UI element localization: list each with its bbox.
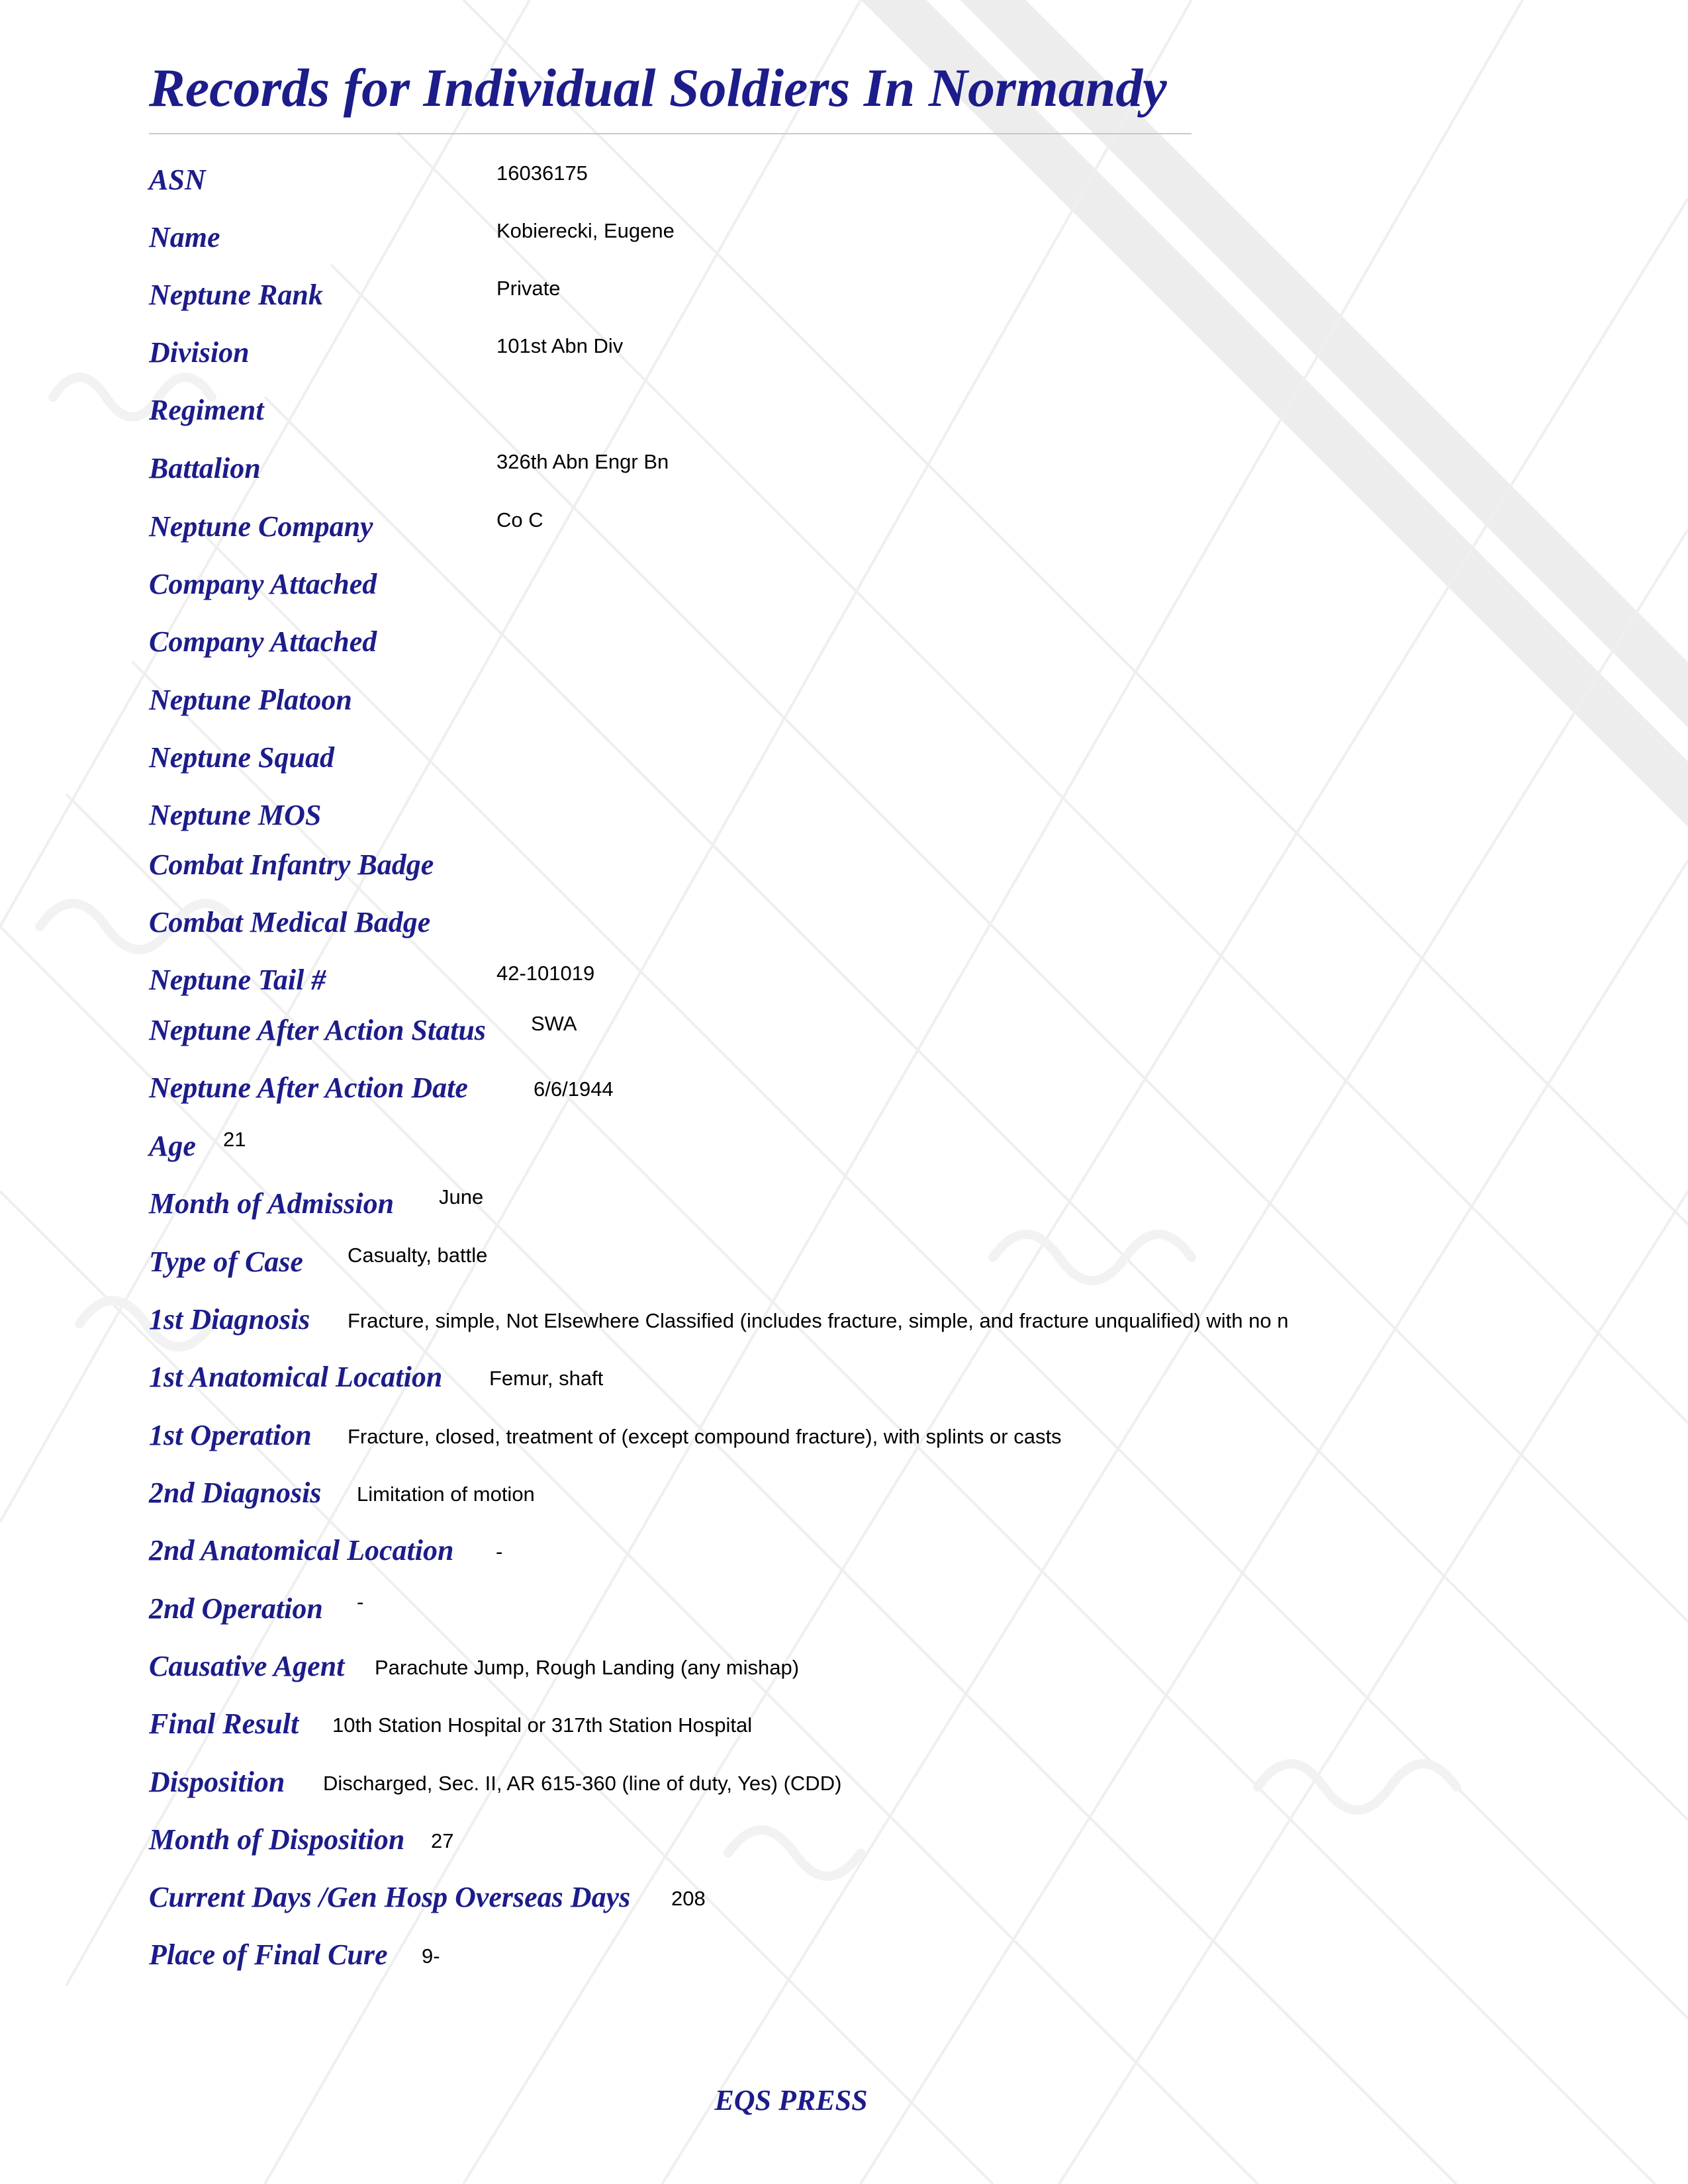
name-value: Kobierecki, Eugene: [496, 219, 675, 242]
page-title: Records for Individual Soldiers In Normandy: [149, 58, 1167, 118]
place-of-final-cure-label: Place of Final Cure: [149, 1938, 388, 1971]
second-operation-value: -: [357, 1590, 364, 1614]
type-of-case-value: Casualty, battle: [348, 1244, 488, 1267]
age-value: 21: [223, 1128, 246, 1151]
battalion-label: Battalion: [149, 452, 261, 484]
age-label: Age: [149, 1130, 196, 1162]
disposition-label: Disposition: [149, 1766, 285, 1798]
neptune-squad-label: Neptune Squad: [149, 741, 334, 774]
company-attached-label: Company Attached: [149, 568, 377, 600]
month-of-admission-value: June: [439, 1185, 484, 1208]
month-of-admission-label: Month of Admission: [149, 1187, 395, 1220]
combat-medical-badge-label: Combat Medical Badge: [149, 906, 431, 938]
current-days-label: Current Days /Gen Hosp Overseas Days: [149, 1881, 631, 1913]
division-label: Division: [149, 336, 250, 369]
first-operation-label: 1st Operation: [149, 1419, 312, 1451]
regiment-label: Regiment: [149, 394, 264, 426]
neptune-tail-label: Neptune Tail #: [149, 964, 326, 996]
neptune-company-value: Co C: [496, 508, 543, 531]
asn-label: ASN: [149, 163, 206, 196]
neptune-company-label: Neptune Company: [149, 510, 373, 543]
name-label: Name: [149, 221, 220, 253]
first-anatomical-location-value: Femur, shaft: [489, 1367, 604, 1390]
second-anatomical-location-label: 2nd Anatomical Location: [149, 1534, 454, 1567]
first-operation-value: Fracture, closed, treatment of (except compound fracture), with splints or casts: [348, 1425, 1062, 1448]
company-attached-label: Company Attached: [149, 625, 377, 658]
neptune-rank-value: Private: [496, 277, 561, 300]
neptune-platoon-label: Neptune Platoon: [149, 684, 352, 716]
current-days-value: 208: [671, 1887, 706, 1910]
after-action-status-value: SWA: [531, 1012, 577, 1035]
final-result-value: 10th Station Hospital or 317th Station Hospital: [332, 1713, 753, 1737]
second-diagnosis-value: Limitation of motion: [357, 1482, 535, 1506]
month-of-disposition-label: Month of Disposition: [149, 1823, 405, 1856]
title-divider: [149, 133, 1192, 134]
neptune-tail-value: 42-101019: [496, 962, 595, 985]
first-diagnosis-label: 1st Diagnosis: [149, 1303, 310, 1336]
neptune-mos-label: Neptune MOS: [149, 799, 322, 831]
month-of-disposition-value: 27: [431, 1829, 454, 1852]
after-action-status-label: Neptune After Action Status: [149, 1014, 486, 1046]
footer-publisher: EQS PRESS: [714, 2084, 868, 2116]
combat-infantry-badge-label: Combat Infantry Badge: [149, 848, 434, 881]
final-result-label: Final Result: [149, 1707, 299, 1740]
causative-agent-label: Causative Agent: [149, 1650, 345, 1682]
type-of-case-label: Type of Case: [149, 1246, 303, 1278]
after-action-date-label: Neptune After Action Date: [149, 1071, 468, 1104]
after-action-date-value: 6/6/1944: [534, 1077, 614, 1101]
place-of-final-cure-value: 9-: [422, 1944, 440, 1968]
asn-value: 16036175: [496, 161, 588, 185]
neptune-rank-label: Neptune Rank: [149, 279, 323, 311]
battalion-value: 326th Abn Engr Bn: [496, 450, 669, 473]
first-anatomical-location-label: 1st Anatomical Location: [149, 1361, 443, 1393]
second-operation-label: 2nd Operation: [149, 1592, 323, 1625]
causative-agent-value: Parachute Jump, Rough Landing (any mishap): [375, 1656, 800, 1679]
first-diagnosis-value: Fracture, simple, Not Elsewhere Classified (includes fracture, simple, and fracture unqualified) with no n: [348, 1309, 1289, 1332]
division-value: 101st Abn Div: [496, 334, 624, 357]
second-anatomical-location-value: -: [496, 1540, 503, 1563]
second-diagnosis-label: 2nd Diagnosis: [149, 1477, 322, 1509]
disposition-value: Discharged, Sec. II, AR 615-360 (line of duty, Yes) (CDD): [323, 1772, 842, 1795]
